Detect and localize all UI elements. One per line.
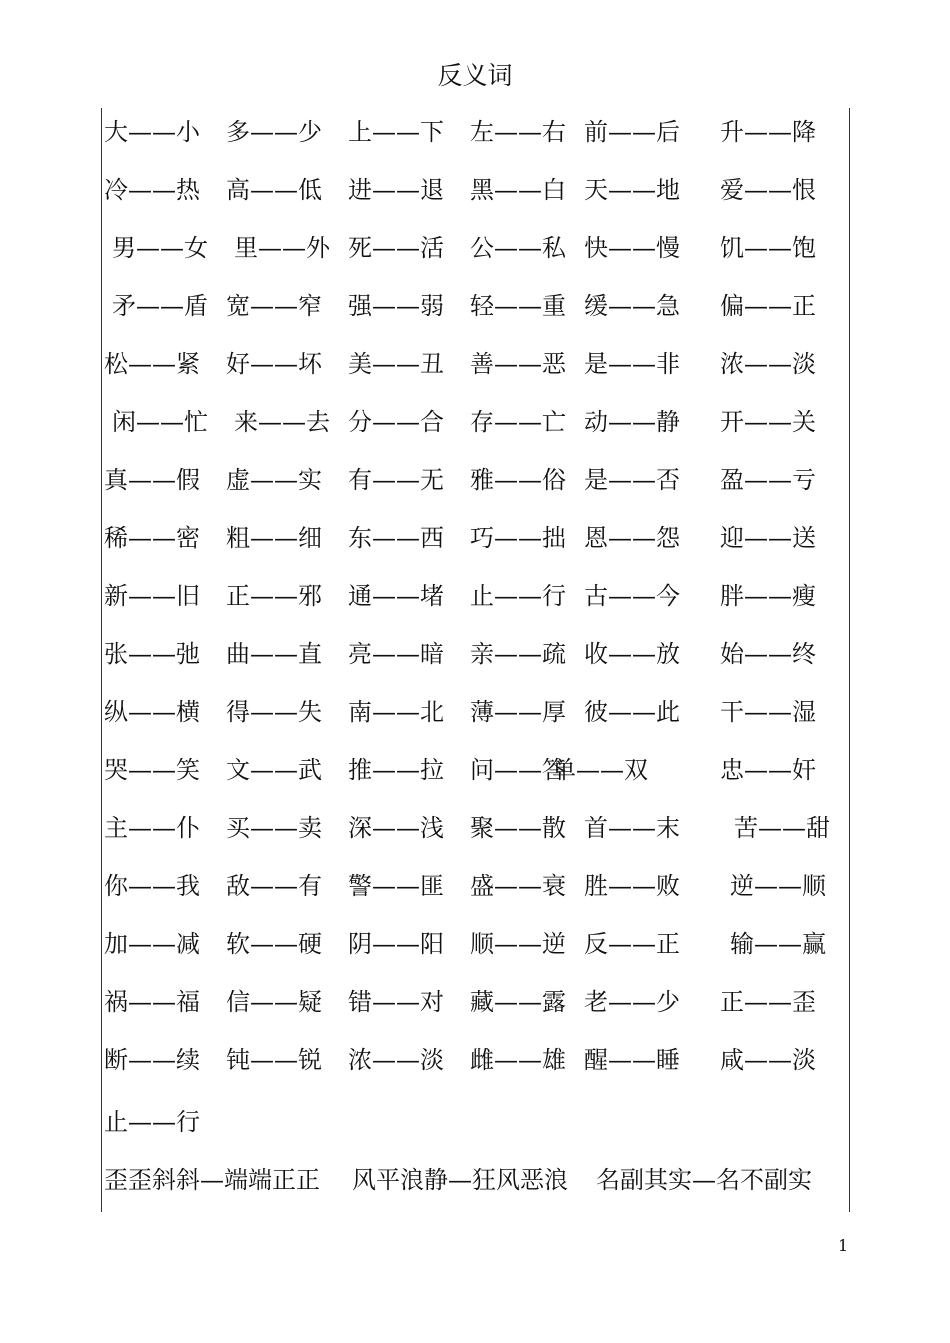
antonym-pair: 阴——阳 bbox=[348, 930, 444, 958]
antonym-pair: 敌——有 bbox=[226, 872, 322, 900]
idiom-pair: 风平浪静—狂风恶浪 bbox=[352, 1166, 568, 1194]
antonym-row bbox=[0, 868, 950, 904]
antonym-pair: 单——双 bbox=[552, 756, 648, 784]
antonym-pair: 新——旧 bbox=[104, 582, 200, 610]
antonym-pair: 虚——实 bbox=[226, 466, 322, 494]
antonym-pair: 快——慢 bbox=[584, 234, 680, 262]
antonym-pair: 醒——睡 bbox=[584, 1046, 680, 1074]
antonym-pair: 强——弱 bbox=[348, 292, 444, 320]
antonym-pair: 加——减 bbox=[104, 930, 200, 958]
antonym-pair: 饥——饱 bbox=[720, 234, 816, 262]
antonym-pair: 公——私 bbox=[470, 234, 566, 262]
antonym-pair: 咸——淡 bbox=[720, 1046, 816, 1074]
antonym-pair: 升——降 bbox=[720, 118, 816, 146]
antonym-pair: 老——少 bbox=[584, 988, 680, 1016]
antonym-pair: 薄——厚 bbox=[470, 698, 566, 726]
antonym-pair: 断——续 bbox=[104, 1046, 200, 1074]
idiom-pair: 歪歪斜斜—端端正正 bbox=[104, 1166, 320, 1194]
antonym-pair: 曲——直 bbox=[226, 640, 322, 668]
antonym-pair: 张——弛 bbox=[104, 640, 200, 668]
antonym-pair: 开——关 bbox=[720, 408, 816, 436]
antonym-row bbox=[0, 926, 950, 962]
antonym-pair: 闲——忙 bbox=[112, 408, 208, 436]
antonym-pair: 真——假 bbox=[104, 466, 200, 494]
antonym-pair: 巧——拙 bbox=[470, 524, 566, 552]
antonym-pair: 死——活 bbox=[348, 234, 444, 262]
antonym-row bbox=[0, 984, 950, 1020]
antonym-pair: 干——湿 bbox=[720, 698, 816, 726]
antonym-pair: 软——硬 bbox=[226, 930, 322, 958]
antonym-pair: 亲——疏 bbox=[470, 640, 566, 668]
antonym-pair: 浓——淡 bbox=[348, 1046, 444, 1074]
page-number: 1 bbox=[838, 1236, 849, 1255]
antonym-row bbox=[0, 752, 950, 788]
antonym-pair: 文——武 bbox=[226, 756, 322, 784]
antonym-row bbox=[0, 1042, 950, 1078]
antonym-pair: 松——紧 bbox=[104, 350, 200, 378]
antonym-row bbox=[0, 346, 950, 382]
antonym-pair: 反——正 bbox=[584, 930, 680, 958]
antonym-pair: 买——卖 bbox=[226, 814, 322, 842]
antonym-pair: 雌——雄 bbox=[470, 1046, 566, 1074]
antonym-pair: 止——行 bbox=[470, 582, 566, 610]
antonym-pair: 钝——锐 bbox=[226, 1046, 322, 1074]
antonym-pair: 纵——横 bbox=[104, 698, 200, 726]
antonym-pair: 信——疑 bbox=[226, 988, 322, 1016]
antonym-pair: 收——放 bbox=[584, 640, 680, 668]
antonym-pair: 爱——恨 bbox=[720, 176, 816, 204]
antonym-pair: 稀——密 bbox=[104, 524, 200, 552]
antonym-pair: 问——答 bbox=[470, 756, 566, 784]
antonym-pair: 盛——衰 bbox=[470, 872, 566, 900]
antonym-pair: 祸——福 bbox=[104, 988, 200, 1016]
antonym-pair: 彼——此 bbox=[584, 698, 680, 726]
antonym-pair: 高——低 bbox=[226, 176, 322, 204]
antonym-pair: 始——终 bbox=[720, 640, 816, 668]
antonym-pair: 矛——盾 bbox=[112, 292, 208, 320]
antonym-pair: 东——西 bbox=[348, 524, 444, 552]
antonym-pair: 得——失 bbox=[226, 698, 322, 726]
antonym-pair: 有——无 bbox=[348, 466, 444, 494]
antonym-pair: 正——邪 bbox=[226, 582, 322, 610]
extra-antonym-pair: 止——行 bbox=[104, 1108, 200, 1136]
antonym-pair: 来——去 bbox=[234, 408, 330, 436]
antonym-pair: 哭——笑 bbox=[104, 756, 200, 784]
antonym-row bbox=[0, 578, 950, 614]
antonym-pair: 浓——淡 bbox=[720, 350, 816, 378]
antonym-pair: 轻——重 bbox=[470, 292, 566, 320]
antonym-pair: 存——亡 bbox=[470, 408, 566, 436]
antonym-pair: 美——丑 bbox=[348, 350, 444, 378]
antonym-pair: 冷——热 bbox=[104, 176, 200, 204]
antonym-row bbox=[0, 636, 950, 672]
antonym-pair: 顺——逆 bbox=[470, 930, 566, 958]
antonym-pair: 古——今 bbox=[584, 582, 680, 610]
antonym-pair: 里——外 bbox=[234, 234, 330, 262]
antonym-pair: 盈——亏 bbox=[720, 466, 816, 494]
antonym-pair: 大——小 bbox=[104, 118, 200, 146]
antonym-pair: 你——我 bbox=[104, 872, 200, 900]
antonym-pair: 恩——怨 bbox=[584, 524, 680, 552]
antonym-row bbox=[0, 462, 950, 498]
antonym-row bbox=[0, 404, 950, 440]
antonym-pair: 胖——瘦 bbox=[720, 582, 816, 610]
antonym-pair: 南——北 bbox=[348, 698, 444, 726]
antonym-pair: 天——地 bbox=[584, 176, 680, 204]
page-title: 反义词 bbox=[437, 61, 513, 90]
antonym-pair: 多——少 bbox=[226, 118, 322, 146]
antonym-pair: 正——歪 bbox=[720, 988, 816, 1016]
antonym-pair: 苦——甜 bbox=[734, 814, 830, 842]
antonym-pair: 上——下 bbox=[348, 118, 444, 146]
antonym-pair: 亮——暗 bbox=[348, 640, 444, 668]
antonym-pair: 前——后 bbox=[584, 118, 680, 146]
antonym-pair: 输——赢 bbox=[730, 930, 826, 958]
antonym-pair: 雅——俗 bbox=[470, 466, 566, 494]
antonym-pair: 胜——败 bbox=[584, 872, 680, 900]
idiom-pair: 名副其实—名不副实 bbox=[596, 1166, 812, 1194]
antonym-pair: 首——末 bbox=[584, 814, 680, 842]
antonym-pair: 忠——奸 bbox=[720, 756, 816, 784]
antonym-pair: 推——拉 bbox=[348, 756, 444, 784]
antonym-pair: 错——对 bbox=[348, 988, 444, 1016]
antonym-pair: 迎——送 bbox=[720, 524, 816, 552]
antonym-row bbox=[0, 810, 950, 846]
antonym-pair: 缓——急 bbox=[584, 292, 680, 320]
antonym-row bbox=[0, 694, 950, 730]
antonym-pair: 进——退 bbox=[348, 176, 444, 204]
antonym-row bbox=[0, 230, 950, 266]
antonym-pair: 黑——白 bbox=[470, 176, 566, 204]
antonym-pair: 主——仆 bbox=[104, 814, 200, 842]
antonym-pair: 善——恶 bbox=[470, 350, 566, 378]
antonym-pair: 深——浅 bbox=[348, 814, 444, 842]
antonym-pair: 通——堵 bbox=[348, 582, 444, 610]
antonym-pair: 聚——散 bbox=[470, 814, 566, 842]
antonym-pair: 好——坏 bbox=[226, 350, 322, 378]
antonym-pair: 逆——顺 bbox=[730, 872, 826, 900]
antonym-pair: 左——右 bbox=[470, 118, 566, 146]
antonym-pair: 警——匪 bbox=[348, 872, 444, 900]
antonym-pair: 藏——露 bbox=[470, 988, 566, 1016]
idiom-antonym-line bbox=[104, 1162, 844, 1198]
antonym-row bbox=[0, 520, 950, 556]
antonym-pair: 粗——细 bbox=[226, 524, 322, 552]
antonym-pair: 是——非 bbox=[584, 350, 680, 378]
antonym-pair: 分——合 bbox=[348, 408, 444, 436]
antonym-pair: 偏——正 bbox=[720, 292, 816, 320]
antonym-pair: 男——女 bbox=[112, 234, 208, 262]
antonym-row bbox=[0, 114, 950, 150]
antonym-row bbox=[0, 172, 950, 208]
antonym-row bbox=[0, 288, 950, 324]
antonym-pair: 动——静 bbox=[584, 408, 680, 436]
antonym-pair: 宽——窄 bbox=[226, 292, 322, 320]
antonym-pair: 是——否 bbox=[584, 466, 680, 494]
